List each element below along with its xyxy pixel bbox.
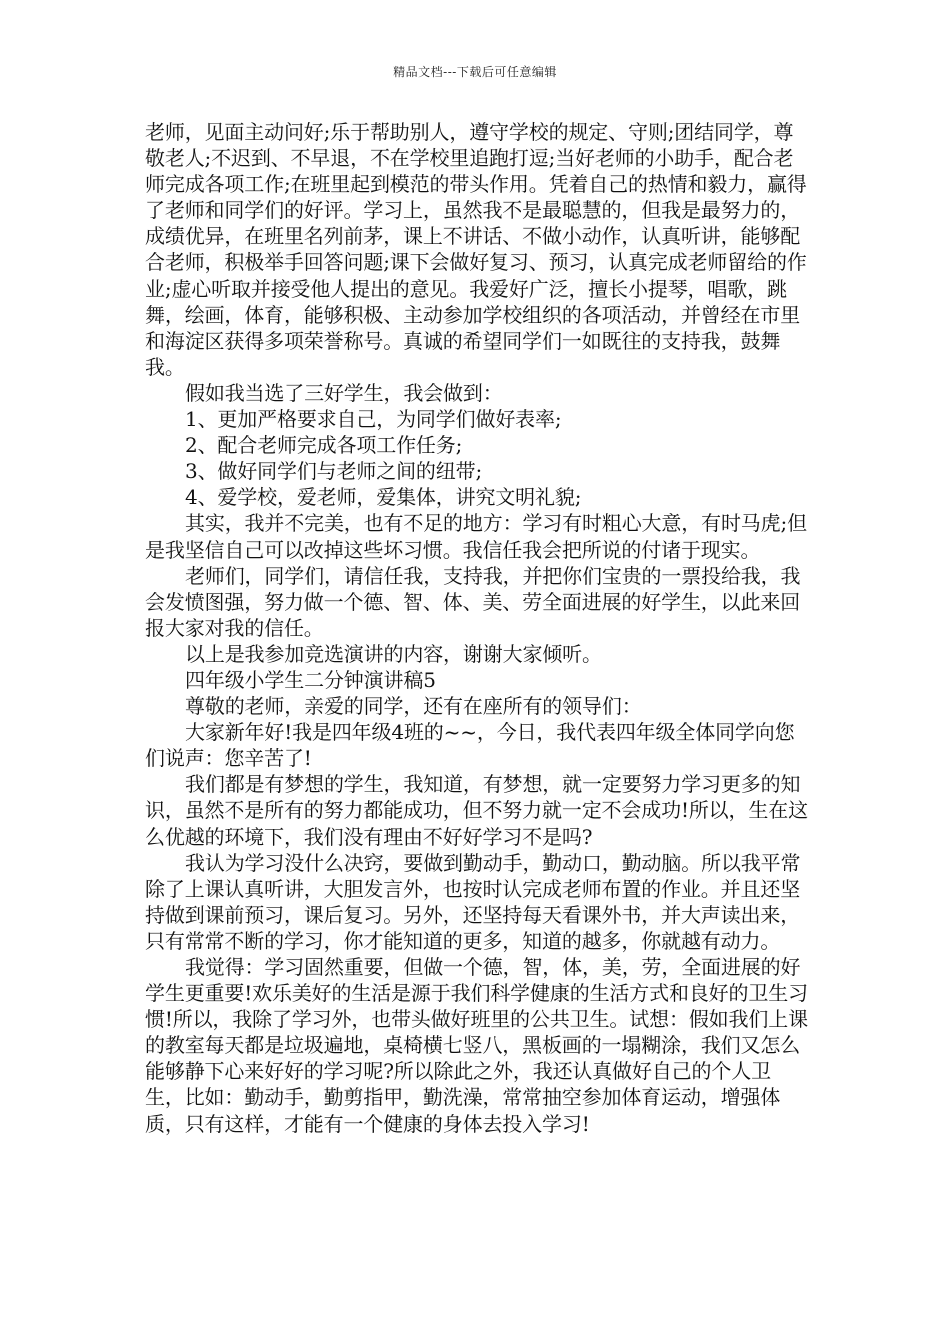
list-item: 2、配合老师完成各项工作任务;: [185, 433, 463, 458]
section-title: 四年级小学生二分钟演讲稿5: [185, 667, 436, 692]
paragraph: 其实，我并不完美，也有不足的地方：学习有时粗心大意，有时马虎;但是我坚信自己可以改掉这些坏习惯。我信任我会把所说的付诸于现实。: [145, 511, 807, 562]
salutation: 尊敬的老师，亲爱的同学，还有在座所有的领导们：: [185, 694, 642, 719]
list-item: 4、爱学校，爱老师，爱集体，讲究文明礼貌;: [185, 485, 582, 510]
page-header: 精品文档---下载后可任意编辑: [393, 65, 557, 79]
paragraph: 以上是我参加竞选演讲的内容，谢谢大家倾听。: [185, 641, 602, 666]
paragraph: 大家新年好!我是四年级4班的~~，今日，我代表四年级全体同学向您们说声：您辛苦了!: [145, 720, 795, 771]
paragraph: 老师，见面主动问好;乐于帮助别人，遵守学校的规定、守则;团结同学，尊敬老人;不迟到、不早退，不在学校里追跑打逗;当好老师的小助手，配合老师完成各项工作;在班里起到模范的带头作用。凭着自己的热情和毅力，赢得了老师和同学们的好评。学习上，虽然我不是最聪慧的，但我是最努力的，成绩优异，在班里名列前茅，课上不讲话、不做小动作，认真听讲，能够配合老师，积极举手回答问题;课下会做好复习、预习，认真完成老师留给的作业;虚心听取并接受他人提出的意见。我爱好广泛，擅长小提琴，唱歌，跳舞，绘画，体育，能够积极、主动参加学校组织的各项活动，并曾经在市里和海淀区获得多项荣誉称号。真诚的希望同学们一如既往的支持我，鼓舞我。: [145, 120, 807, 379]
paragraph: 我们都是有梦想的学生，我知道，有梦想，就一定要努力学习更多的知识，虽然不是所有的努力都能成功，但不努力就一定不会成功!所以，生在这么优越的环境下，我们没有理由不好好学习不是吗?: [145, 772, 808, 849]
document-body: [145, 119, 809, 1137]
list-item: 1、更加严格要求自己，为同学们做好表率;: [185, 407, 562, 432]
paragraph: 假如我当选了三好学生，我会做到：: [185, 380, 503, 405]
list-item: 3、做好同学们与老师之间的纽带;: [185, 459, 483, 484]
paragraph: 老师们，同学们，请信任我，支持我，并把你们宝贵的一票投给我，我会发愤图强，努力做一个德、智、体、美、劳全面进展的好学生，以此来回报大家对我的信任。: [145, 563, 801, 640]
paragraph: 我觉得：学习固然重要，但做一个德，智，体，美，劳，全面进展的好学生更重要!欢乐美好的生活是源于我们科学健康的生活方式和良好的卫生习惯!所以，我除了学习外，也带头做好班里的公共卫生。试想：假如我们上课的教室每天都是垃圾遍地，桌椅横七竖八，黑板画的一塌糊涂，我们又怎么能够静下心来好好的学习呢?所以除此之外，我还认真做好自己的个人卫生，比如：勤动手，勤剪指甲，勤洗澡，常常抽空参加体育运动，增强体质，只有这样，才能有一个健康的身体去投入学习!: [145, 955, 808, 1136]
paragraph: 我认为学习没什么决窍，要做到勤动手，勤动口，勤动脑。所以我平常除了上课认真听讲，大胆发言外，也按时认完成老师布置的作业。并且还坚持做到课前预习，课后复习。另外，还坚持每天看课外书，并大声读出来，只有常常不断的学习，你才能知道的更多，知道的越多，你就越有动力。: [145, 850, 801, 953]
